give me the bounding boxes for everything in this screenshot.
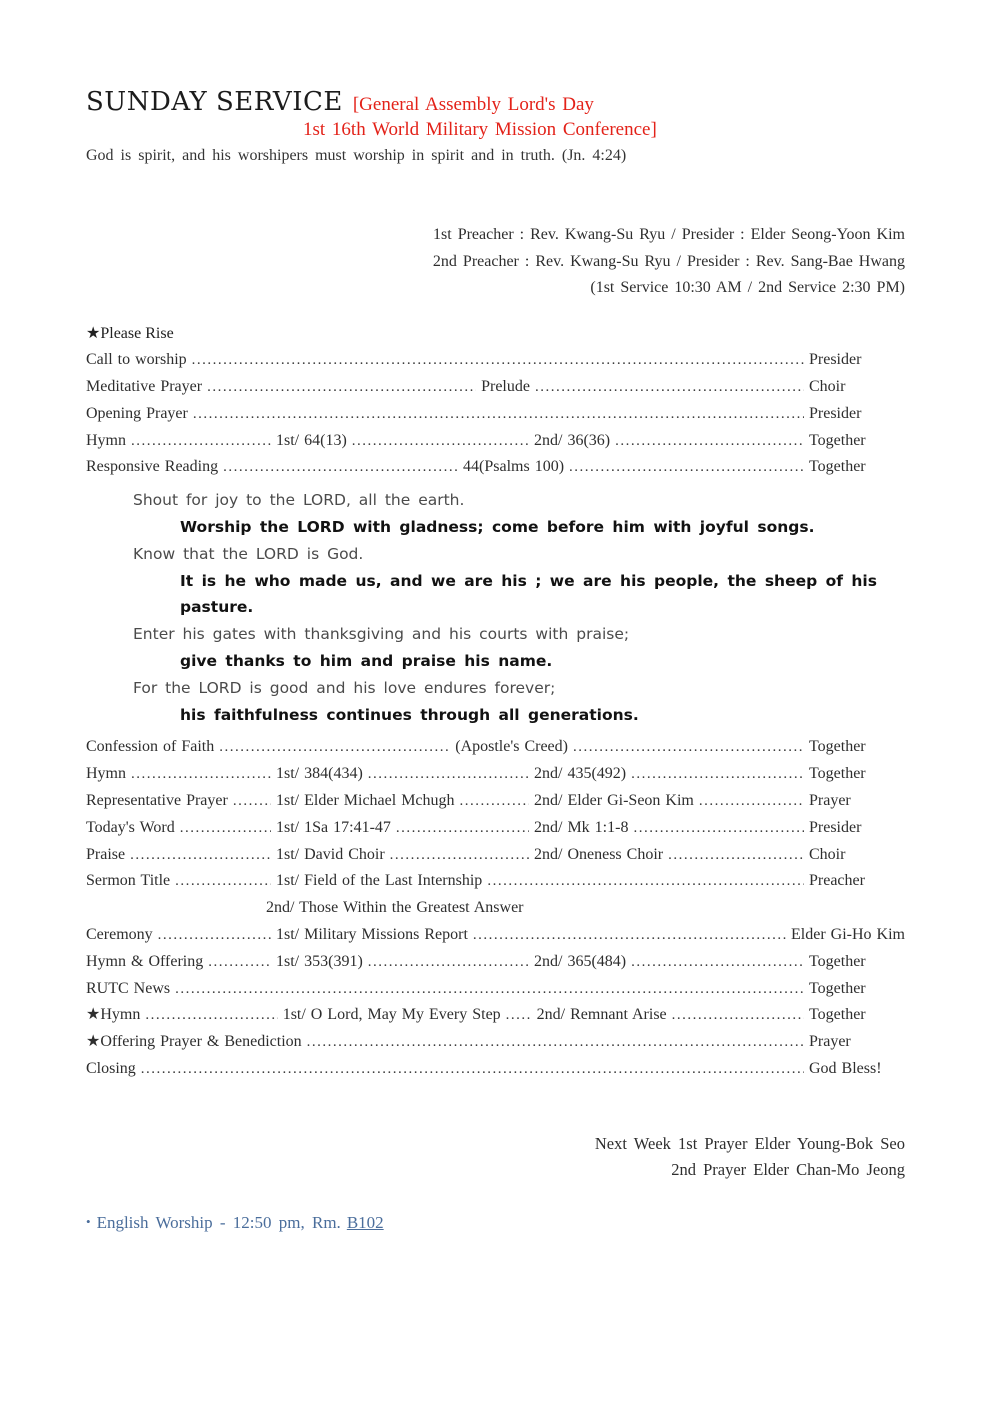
dotted-leader — [219, 734, 450, 754]
program-row-offering-prayer-benediction — [86, 1029, 905, 1056]
program-item-label: Responsive Reading — [86, 458, 219, 476]
dotted-leader — [180, 815, 271, 835]
dotted-leader — [473, 922, 786, 942]
service-times: (1st Service 10:30 AM / 2nd Service 2:30 PM) — [590, 279, 905, 296]
english-worship-note — [86, 1213, 905, 1233]
program-item-second-service: 2nd/ Mk 1:1-8 — [534, 818, 629, 836]
psalm-call-line: Shout for joy to the LORD, all the earth. — [133, 491, 465, 510]
next-week-section — [86, 1131, 905, 1184]
program-item-assignee: Together — [809, 1006, 866, 1024]
dotted-leader — [175, 976, 804, 996]
preacher-line-1: 1st Preacher : Rev. Kwang-Su Ryu / Presider : Elder Seong-Yoon Kim — [433, 226, 905, 243]
dotted-leader — [672, 1002, 804, 1022]
page-title: SUNDAY SERVICE — [86, 87, 343, 117]
program-row-hymn-star — [86, 1002, 905, 1029]
dotted-leader — [145, 1002, 277, 1022]
program-row-responsive-reading — [86, 454, 905, 481]
program-item-first-service: 1st/ O Lord, May My Every Step — [282, 1006, 501, 1024]
dotted-leader — [131, 761, 271, 781]
program-item-second-service: 2nd/ Elder Gi-Seon Kim — [534, 792, 694, 810]
program-item-second-service: 2nd/ Those Within the Greatest Answer — [266, 899, 524, 917]
program-row-hymn-1 — [86, 428, 905, 455]
program-item-label: ★Offering Prayer & Benediction — [86, 1033, 302, 1051]
program-item-first-service: 1st/ David Choir — [276, 845, 385, 863]
program-item-assignee: Prayer — [809, 792, 851, 810]
program-item-assignee: Presider — [809, 351, 862, 369]
program-item-first-service: 1st/ 353(391) — [276, 952, 363, 970]
dotted-leader — [631, 949, 804, 969]
dotted-leader — [615, 428, 804, 448]
program-item-assignee: God Bless! — [809, 1060, 882, 1078]
dotted-leader — [368, 949, 529, 969]
dotted-leader — [573, 734, 804, 754]
program-row-todays-word — [86, 815, 905, 842]
program-item-assignee: Presider — [809, 404, 862, 422]
next-week-line-2: 2nd Prayer Elder Chan-Mo Jeong — [671, 1160, 905, 1180]
dotted-leader — [487, 868, 804, 888]
program-item-assignee: Presider — [809, 818, 862, 836]
program-item-first-service: 1st/ 64(13) — [276, 431, 347, 449]
dotted-leader — [631, 761, 804, 781]
dotted-leader — [207, 374, 476, 394]
program-item-detail: Prelude — [481, 378, 530, 396]
program-item-first-service: 1st/ Elder Michael Mchugh — [276, 792, 455, 810]
dotted-leader — [175, 868, 271, 888]
program-item-label: Ceremony — [86, 926, 153, 944]
dotted-leader — [352, 428, 529, 448]
program-item-second-service: 2nd/ Oneness Choir — [534, 845, 664, 863]
dotted-leader — [506, 1002, 532, 1022]
dotted-leader — [460, 788, 529, 808]
dotted-leader — [535, 374, 804, 394]
program-item-assignee: Preacher — [809, 872, 865, 890]
program-item-label: Today's Word — [86, 818, 175, 836]
program-item-label: Call to worship — [86, 351, 187, 369]
program-item-second-service: 2nd/ 365(484) — [534, 952, 627, 970]
program-item-label: Praise — [86, 845, 126, 863]
psalm-response-line: his faithfulness continues through all generations. — [180, 705, 639, 724]
program-item-assignee: Prayer — [809, 1033, 851, 1051]
program-item-assignee: Together — [809, 979, 866, 997]
dotted-leader — [223, 454, 458, 474]
room-number: B102 — [346, 1212, 384, 1232]
dotted-leader — [192, 347, 804, 367]
program-item-detail: 44(Psalms 100) — [463, 458, 565, 476]
program-item-label: Representative Prayer — [86, 792, 228, 810]
dotted-leader — [368, 761, 529, 781]
responsive-reading-text — [86, 487, 905, 728]
psalm-response-line: It is he who made us, and we are his ; we are his people, the sheep of his pasture. — [180, 571, 877, 617]
program-item-first-service: 1st/ 384(434) — [276, 765, 363, 783]
program-row-confession-of-faith — [86, 734, 905, 761]
program-item-assignee: Together — [809, 952, 866, 970]
program-item-assignee: Together — [809, 458, 866, 476]
psalm-call-line: Enter his gates with thanksgiving and his courts with praise; — [133, 625, 630, 644]
program-item-label: Sermon Title — [86, 872, 171, 890]
dotted-leader — [193, 401, 804, 421]
program-item-first-service: 1st/ 1Sa 17:41-47 — [276, 818, 391, 836]
dotted-leader — [307, 1029, 804, 1049]
program-row-rutc-news — [86, 976, 905, 1003]
dotted-leader — [569, 454, 804, 474]
next-week-line-1: Next Week 1st Prayer Elder Young-Bok Seo — [594, 1133, 905, 1153]
dotted-leader — [668, 842, 804, 862]
psalm-response-line: Worship the LORD with gladness; come before him with joyful songs. — [180, 518, 815, 537]
dotted-leader — [208, 949, 271, 969]
program-item-label: Meditative Prayer — [86, 378, 203, 396]
program-item-label: Hymn & Offering — [86, 952, 204, 970]
program-section-2 — [86, 734, 905, 1082]
program-row-call-to-worship — [86, 347, 905, 374]
psalm-call-line: For the LORD is good and his love endures forever; — [133, 678, 556, 697]
program-item-label: Opening Prayer — [86, 404, 188, 422]
program-item-second-service: 2nd/ 36(36) — [534, 431, 611, 449]
program-item-label: Closing — [86, 1060, 136, 1078]
program-item-first-service: 1st/ Field of the Last Internship — [276, 872, 483, 890]
program-item-first-service: 1st/ Military Missions Report — [276, 926, 468, 944]
program-item-label: RUTC News — [86, 979, 171, 997]
program-item-second-service: 2nd/ Remnant Arise — [536, 1006, 667, 1024]
psalm-call-line: Know that the LORD is God. — [133, 544, 364, 563]
scripture-verse: God is spirit, and his worshipers must worship in spirit and in truth. (Jn. 4:24) — [86, 147, 627, 164]
dotted-leader — [233, 788, 271, 808]
dotted-leader — [633, 815, 804, 835]
program-item-assignee: Choir — [809, 845, 846, 863]
program-item-assignee: Elder Gi-Ho Kim — [791, 926, 905, 944]
please-rise-note: ★Please Rise — [86, 324, 174, 342]
program-section-1 — [86, 347, 905, 481]
psalm-response-line: give thanks to him and praise his name. — [180, 652, 553, 671]
dotted-leader — [699, 788, 804, 808]
program-row-opening-prayer — [86, 401, 905, 428]
dotted-leader — [131, 428, 271, 448]
dotted-leader — [390, 842, 529, 862]
program-item-assignee: Together — [809, 765, 866, 783]
program-row-meditative-prayer — [86, 374, 905, 401]
preacher-line-2: 2nd Preacher : Rev. Kwang-Su Ryu / Presider : Rev. Sang-Bae Hwang — [432, 252, 905, 270]
program-row-praise — [86, 842, 905, 869]
subtitle-red-line1: [General Assembly Lord's Day — [352, 94, 594, 115]
program-item-assignee: Together — [809, 738, 866, 756]
english-worship-text: English Worship - 12:50 pm, Rm. — [96, 1212, 341, 1232]
program-item-assignee: Choir — [808, 378, 846, 396]
program-item-label: Confession of Faith — [86, 738, 215, 756]
program-row-hymn-offering — [86, 949, 905, 976]
program-row-representative-prayer — [86, 788, 905, 815]
program-item-label: ★Hymn — [86, 1006, 141, 1024]
dotted-leader — [130, 842, 271, 862]
header — [86, 88, 905, 117]
program-item-detail: (Apostle's Creed) — [455, 738, 568, 756]
subtitle-red-line2: 1st 16th World Military Mission Conference] — [303, 119, 657, 140]
program-item-assignee: Together — [809, 431, 866, 449]
program-row-sermon-title-continued — [86, 895, 905, 922]
program-row-closing — [86, 1056, 905, 1083]
program-item-second-service: 2nd/ 435(492) — [534, 765, 627, 783]
program-row-sermon-title — [86, 868, 905, 895]
dotted-leader — [158, 922, 271, 942]
program-row-hymn-2 — [86, 761, 905, 788]
bullet-icon: • — [86, 1213, 91, 1229]
program-item-label: Hymn — [86, 431, 126, 449]
program-item-label: Hymn — [86, 765, 126, 783]
dotted-leader — [396, 815, 529, 835]
dotted-leader — [141, 1056, 804, 1076]
program-row-ceremony — [86, 922, 905, 949]
service-info — [86, 222, 905, 302]
